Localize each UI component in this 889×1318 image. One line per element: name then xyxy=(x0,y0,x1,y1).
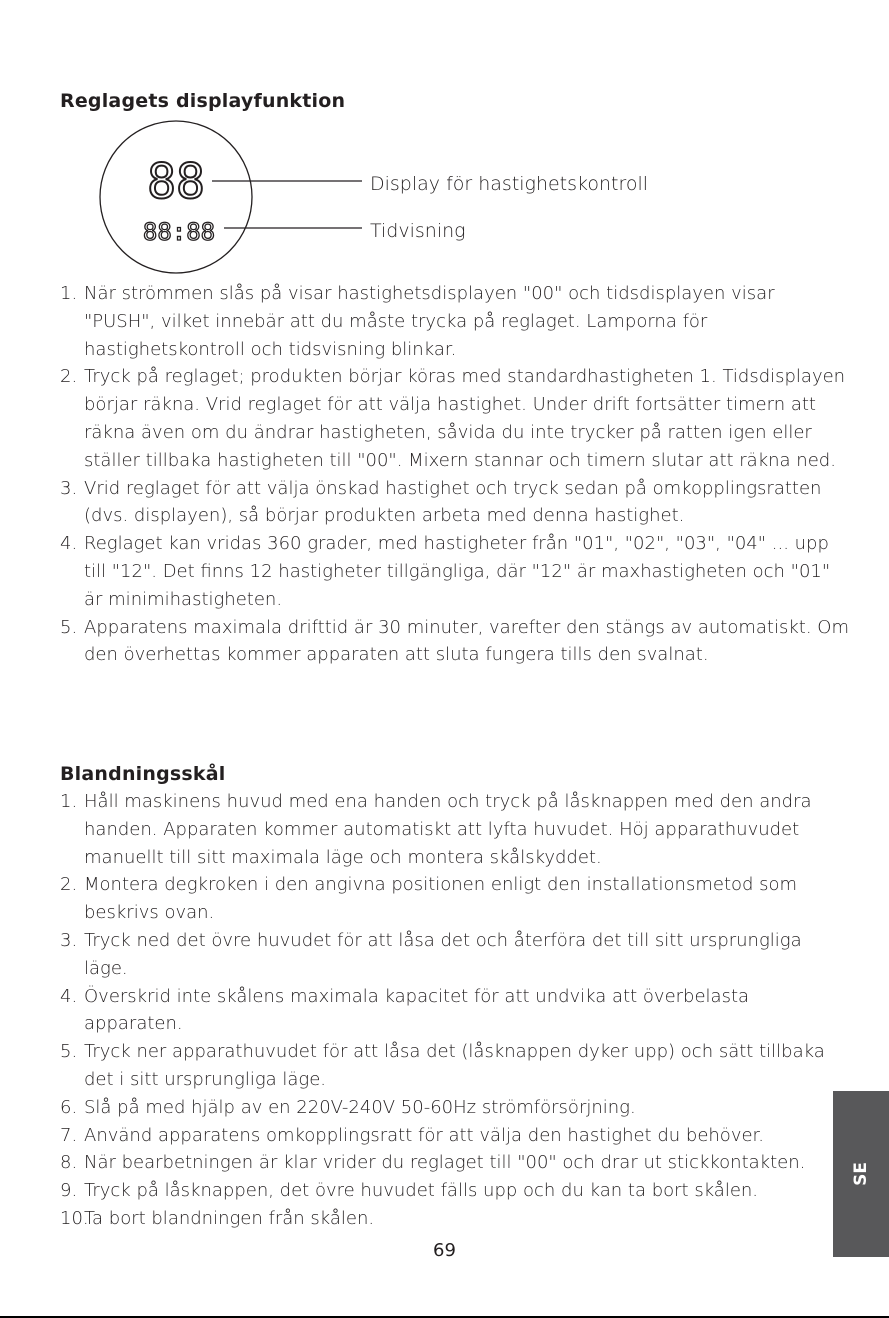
list-item: 3. Vrid reglaget för att välja önskad hastighet och tryck sedan på omkopplingsratten (dvs. displayen), så börjar produkten arbeta med denna hastighet. xyxy=(60,477,822,527)
section-title-mixing-bowl: Blandningsskål xyxy=(60,763,226,785)
list-item: 5. Tryck ner apparathuvudet för att låsa det (låsknappen dyker upp) och sätt tillbaka det i sitt ursprungliga läge. xyxy=(60,1041,825,1090)
list-item: 4. Överskrid inte skålens maximala kapacitet för att undvika att överbelasta apparaten. xyxy=(60,985,750,1035)
mixing-bowl-steps xyxy=(60,788,850,1233)
list-item: 1. När strömmen slås på visar hastighetsdisplayen "00" och tidsdisplayen visar "PUSH", vilket innebär att du måste trycka på reglaget. Lamporna för hastighetskontroll och tidsvisning blinkar. xyxy=(60,283,775,360)
list-item: 8. När bearbetningen är klar vrider du reglaget till "00" och drar ut stickkontakten. xyxy=(60,1152,806,1174)
list-item: 1. Håll maskinens huvud med ena handen och tryck på låsknappen med den andra handen. Apparaten kommer automatiskt att lyfta huvudet. Höj apparathuvudet manuellt till sitt maximala läge och montera skålskyddet. xyxy=(60,791,812,868)
page-number: 69 xyxy=(433,1240,456,1261)
list-item: 7. Använd apparatens omkopplingsratt för att välja den hastighet du behöver. xyxy=(60,1124,765,1146)
time-display-digits: 88:88 xyxy=(142,218,216,246)
language-tab xyxy=(833,1091,889,1257)
speed-display-digits: 88 xyxy=(147,154,205,210)
display-function-steps xyxy=(60,280,850,669)
list-item: 2. Montera degkroken i den angivna positionen enligt den installationsmetod som beskrivs ovan. xyxy=(60,874,798,924)
list-item: 3. Tryck ned det övre huvudet för att låsa det och återföra det till sitt ursprungliga läge. xyxy=(60,929,802,979)
section-title-display-function: Reglagets displayfunktion xyxy=(60,90,346,112)
control-display-diagram xyxy=(90,120,730,280)
time-display-label: Tidvisning xyxy=(370,220,466,242)
list-item: 2. Tryck på reglaget; produkten börjar köras med standardhastigheten 1. Tidsdisplayen börjar räkna. Vrid reglaget för att välja hastighet. Under drift fortsätter timern att räkna även om du ändrar hastigheten, såvida du inte trycker på ratten igen eller ställer tillbaka hastigheten till "00". Mixern stannar och timern slutar att räkna ned. xyxy=(60,366,846,471)
list-item: 10.Ta bort blandningen från skålen. xyxy=(60,1207,375,1229)
list-item: 6. Slå på med hjälp av en 220V-240V 50-60Hz strömförsörjning. xyxy=(60,1096,636,1118)
list-item: 9. Tryck på låsknappen, det övre huvudet fälls upp och du kan ta bort skålen. xyxy=(60,1180,759,1202)
speed-display-label: Display för hastighetskontroll xyxy=(370,173,649,195)
language-tab-label: SE xyxy=(850,1162,871,1186)
list-item: 4. Reglaget kan vridas 360 grader, med hastigheter från "01", "02", "03", "04" ... upp till "12". Det finns 12 hastigheter tillgängliga, där "12" är maxhastigheten och "01" är minimihastigheten. xyxy=(60,533,831,610)
list-item: 5. Apparatens maximala drifttid är 30 minuter, varefter den stängs av automatiskt. Om den överhettas kommer apparaten att sluta fungera tills den svalnat. xyxy=(60,616,849,666)
